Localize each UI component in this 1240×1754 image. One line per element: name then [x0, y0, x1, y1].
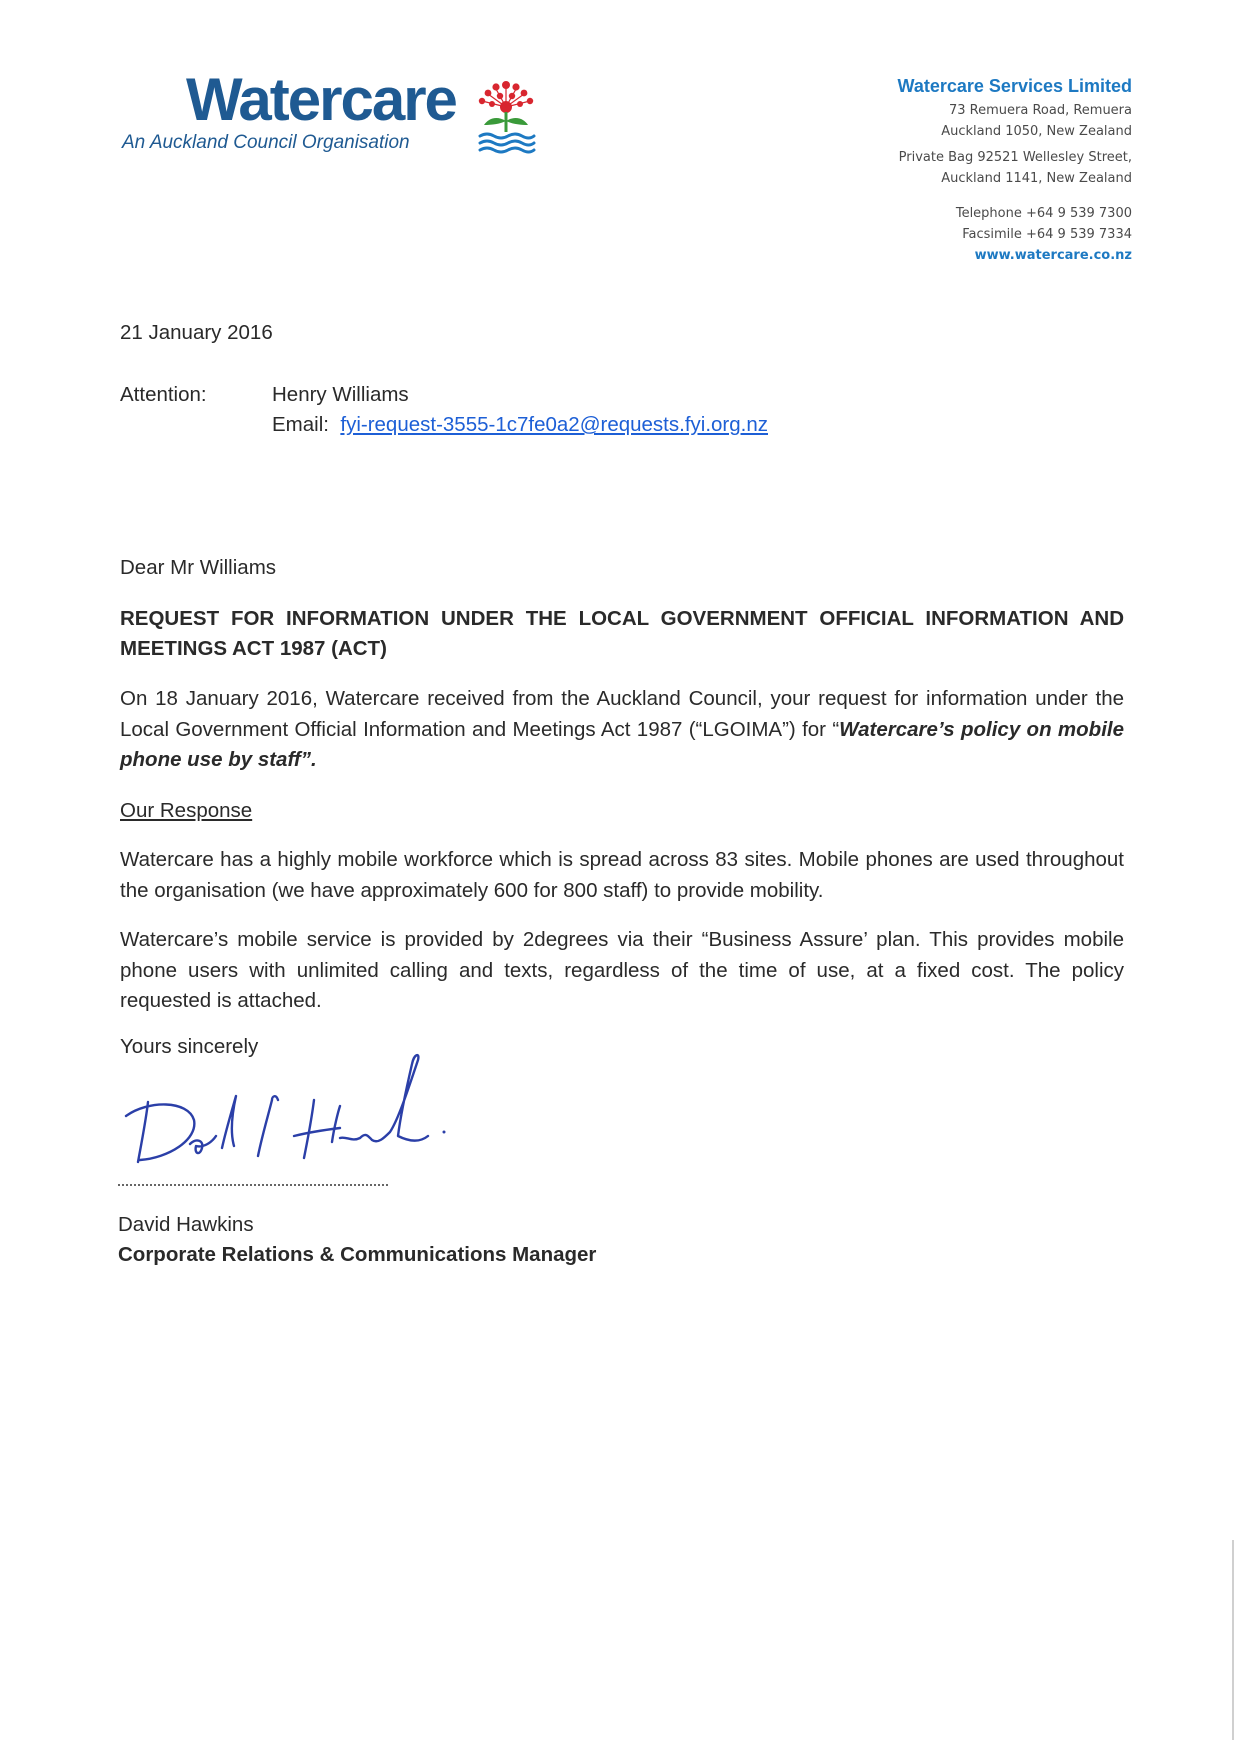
letterhead-contact-block: [898, 76, 1132, 266]
signature-line: [118, 1184, 388, 1186]
address-line: Auckland 1050, New Zealand: [941, 124, 1132, 139]
attention-label: Attention:: [120, 383, 207, 406]
signer-title: Corporate Relations & Communications Manager: [118, 1243, 597, 1266]
address-line: 73 Remuera Road, Remuera: [948, 103, 1132, 118]
response-heading: Our Response: [120, 799, 253, 822]
salutation: Dear Mr Williams: [120, 556, 277, 579]
paragraph-workforce: Watercare has a highly mobile workforce which is spread across 83 sites. Mobile phones are used throughout the organisation (we have approximately 600 for 800 staff) to provide mobility.: [120, 848, 1124, 902]
paragraph-service: Watercare’s mobile service is provided by 2degrees via their “Business Assure’ plan. This provides mobile phone users with unlimited calling and texts, regardless of the time of use, at a fixed cost. The policy requested is attached.: [120, 928, 1124, 1012]
recipient-email-link[interactable]: fyi-request-3555-1c7fe0a2@requests.fyi.org.nz: [340, 413, 768, 436]
facsimile: Facsimile +64 9 539 7334: [962, 227, 1132, 242]
letter-subject: REQUEST FOR INFORMATION UNDER THE LOCAL GOVERNMENT OFFICIAL INFORMATION AND MEETINGS ACT 1987 (ACT): [120, 607, 1124, 660]
handwritten-signature: [118, 1040, 458, 1190]
watercare-logo: [122, 66, 542, 161]
signer-name: David Hawkins: [118, 1213, 254, 1236]
request-quote: Watercare’s policy on mobile phone use by staff”.: [120, 717, 1124, 771]
recipient-email-line: [272, 410, 768, 440]
postal-line: Private Bag 92521 Wellesley Street,: [898, 150, 1132, 165]
letter-date: 21 January 2016: [120, 321, 273, 344]
recipient-name: Henry Williams: [272, 383, 409, 406]
logo-tagline: An Auckland Council Organisation: [122, 132, 410, 153]
postal-line: Auckland 1141, New Zealand: [941, 171, 1132, 186]
scan-edge-mark: [1232, 1540, 1234, 1740]
website-link[interactable]: www.watercare.co.nz: [974, 248, 1132, 263]
paragraph-request-text: On 18 January 2016, Watercare received from the Auckland Council, your request for information under the Local Government Official Information and Meetings Act 1987 (“LGOIMA”) for “: [120, 687, 1124, 741]
telephone: Telephone +64 9 539 7300: [955, 206, 1132, 221]
pohutukawa-flower-icon: [476, 79, 536, 154]
closing: Yours sincerely: [120, 1035, 259, 1058]
logo-wordmark: Watercare: [186, 66, 456, 133]
paragraph-request: [120, 684, 1124, 776]
company-name: Watercare Services Limited: [897, 76, 1132, 96]
email-label: Email:: [272, 413, 329, 436]
